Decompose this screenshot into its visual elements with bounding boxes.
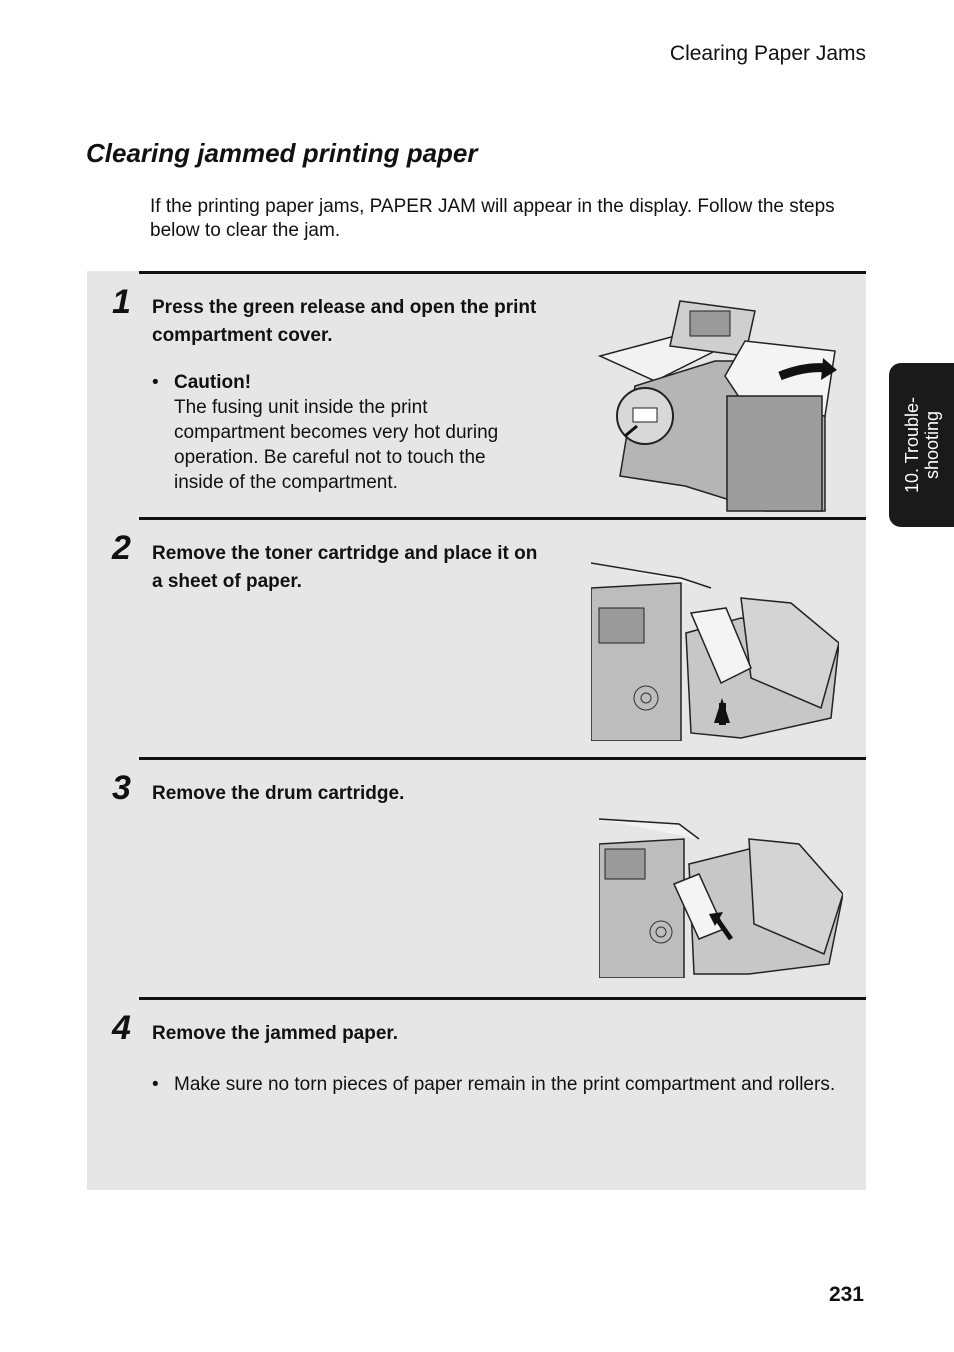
bullet-icon: • <box>152 372 159 393</box>
running-header: Clearing Paper Jams <box>669 42 866 65</box>
step-number: 3 <box>112 769 131 807</box>
note-bullet <box>152 1072 842 1097</box>
caution-text: The fusing unit inside the print compartment becomes very hot during operation. Be careful not to touch the inside of the compartment. <box>174 397 499 493</box>
chapter-tab-label: 10. Trouble- shooting <box>901 396 942 494</box>
caution-title: Caution! <box>174 372 252 393</box>
remove-toner-illustration <box>591 558 839 741</box>
step-3 <box>112 757 866 1000</box>
remove-drum-illustration <box>599 814 843 978</box>
step-instruction: Remove the jammed paper. <box>152 1023 399 1044</box>
step-4 <box>112 997 866 1193</box>
note-text: Make sure no torn pieces of paper remain in the print compartment and rollers. <box>174 1074 836 1095</box>
step-1 <box>112 271 866 520</box>
step-instruction: Press the green release and open the print compartment cover. <box>152 297 537 346</box>
step-instruction: Remove the toner cartridge and place it on a sheet of paper. <box>152 543 538 592</box>
intro-paragraph: If the printing paper jams, PAPER JAM will appear in the display. Follow the steps below to clear the jam. <box>150 196 835 241</box>
chapter-tab <box>889 363 954 527</box>
step-number: 4 <box>112 1009 131 1047</box>
step-instruction: Remove the drum cartridge. <box>152 783 405 804</box>
section-title: Clearing jammed printing paper <box>86 138 478 168</box>
bullet-icon: • <box>152 1074 159 1095</box>
step-2 <box>112 517 866 760</box>
step-number: 2 <box>112 529 131 567</box>
caution-bullet <box>152 370 524 495</box>
page-number: 231 <box>828 1283 864 1306</box>
open-cover-illustration <box>595 296 843 514</box>
step-number: 1 <box>112 283 131 321</box>
